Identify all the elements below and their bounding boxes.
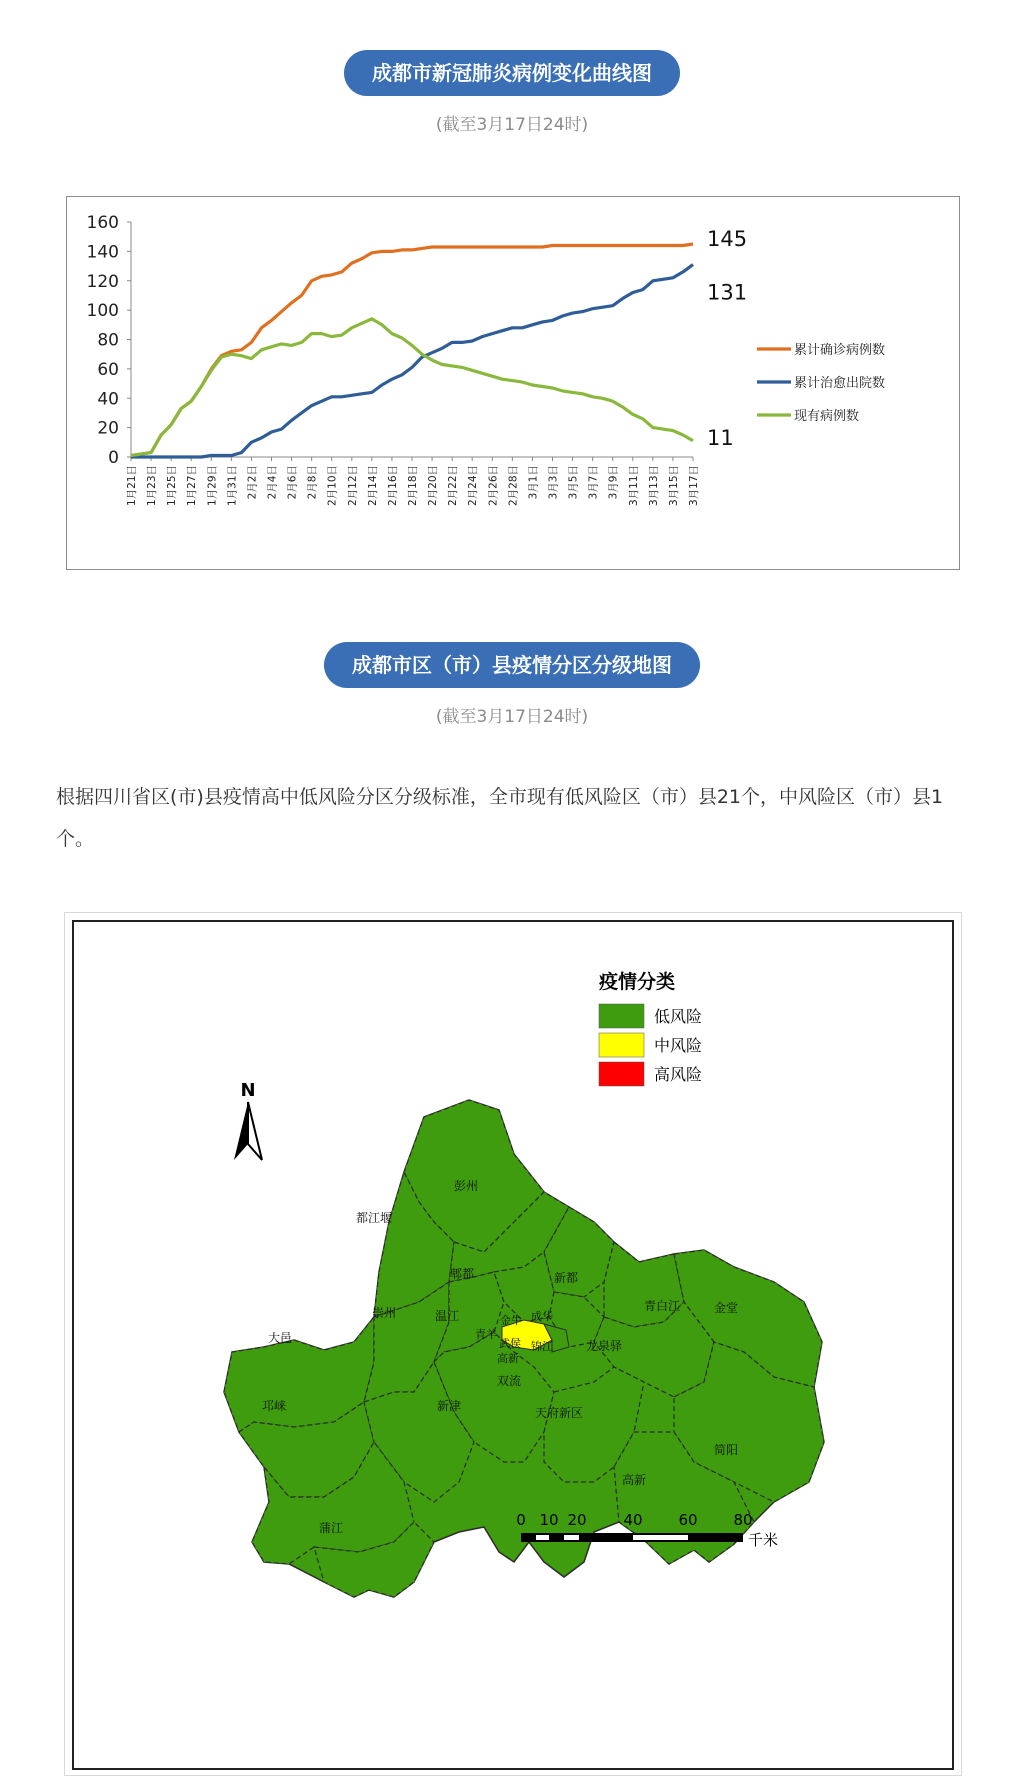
scale-label: 40 xyxy=(623,1511,643,1529)
x-tick-label: 3月1日 xyxy=(527,465,540,500)
y-tick-label: 60 xyxy=(97,359,119,380)
x-tick-label: 2月6日 xyxy=(286,465,299,500)
district-label: 青白江 xyxy=(643,1299,681,1313)
x-tick-label: 2月14日 xyxy=(366,465,379,507)
district-label: 大邑 xyxy=(267,1331,293,1345)
x-tick-label: 2月26日 xyxy=(487,465,500,507)
scale-label: 60 xyxy=(678,1511,698,1529)
map-subtitle: (截至3月17日24时) xyxy=(435,707,589,727)
y-tick-label: 140 xyxy=(86,242,119,263)
risk-description: 根据四川省区(市)县疫情高中低风险分区分级标准，全市现有低风险区（市）县21个，中风险区（市）县1个。 xyxy=(56,786,944,850)
x-tick-label: 1月27日 xyxy=(186,465,199,507)
x-tick-label: 2月2日 xyxy=(246,465,259,500)
legend-item-label: 中风险 xyxy=(654,1036,703,1055)
map-title-pill xyxy=(324,642,700,688)
map-legend-title: 疫情分类 xyxy=(599,971,676,993)
district-label: 都江堰 xyxy=(355,1211,393,1225)
x-tick-label: 1月31日 xyxy=(226,465,239,507)
end-value-label: 11 xyxy=(707,425,734,450)
x-tick-label: 3月17日 xyxy=(688,465,700,507)
scale-label: 10 xyxy=(539,1511,559,1529)
y-tick-label: 80 xyxy=(97,330,119,351)
y-tick-label: 120 xyxy=(86,271,119,292)
district-label: 蒲江 xyxy=(318,1521,344,1535)
series-line-2 xyxy=(131,319,693,456)
district-label: 龙泉驿 xyxy=(585,1339,623,1353)
scale-label: 80 xyxy=(733,1511,753,1529)
x-tick-label: 2月28日 xyxy=(507,465,520,507)
x-tick-label: 2月10日 xyxy=(326,465,339,507)
legend-item-label: 低风险 xyxy=(654,1007,703,1026)
district-label: 武侯 xyxy=(499,1337,521,1350)
district-label: 金牛 xyxy=(500,1314,522,1327)
scale-unit: 千米 xyxy=(748,1531,779,1549)
end-value-label: 131 xyxy=(707,280,748,305)
scale-label: 20 xyxy=(567,1511,587,1529)
x-tick-label: 3月7日 xyxy=(587,465,600,500)
chart-frame xyxy=(66,196,960,570)
x-tick-label: 3月5日 xyxy=(567,465,580,500)
north-label: N xyxy=(240,1080,256,1101)
district-label: 天府新区 xyxy=(534,1406,584,1420)
chart-title-pill xyxy=(344,50,680,96)
series-line-1 xyxy=(131,265,693,457)
district-label: 彭州 xyxy=(453,1179,479,1193)
series-line-0 xyxy=(131,244,693,456)
north-arrow-icon xyxy=(234,1080,262,1160)
district-label: 新津 xyxy=(436,1399,462,1413)
district-label: 双流 xyxy=(496,1374,522,1388)
district-label: 青羊 xyxy=(475,1328,497,1341)
scale-label: 0 xyxy=(516,1511,526,1529)
x-tick-label: 3月3日 xyxy=(547,465,560,500)
x-tick-label: 3月11日 xyxy=(627,465,640,507)
x-tick-label: 2月24日 xyxy=(467,465,480,507)
x-tick-label: 1月29日 xyxy=(206,465,219,507)
y-tick-label: 20 xyxy=(97,418,119,439)
district-label: 郫都 xyxy=(449,1267,475,1281)
legend-label: 累计治愈出院数 xyxy=(794,376,886,391)
legend-color-swatch xyxy=(599,1004,644,1028)
legend-item-label: 高风险 xyxy=(654,1065,703,1084)
legend-label: 现有病例数 xyxy=(794,409,860,424)
legend-label: 累计确诊病例数 xyxy=(794,343,886,358)
x-tick-label: 2月4日 xyxy=(266,465,279,500)
x-tick-label: 3月15日 xyxy=(667,465,680,507)
x-tick-label: 3月9日 xyxy=(607,465,620,500)
district-map xyxy=(74,922,952,1768)
x-tick-label: 2月12日 xyxy=(346,465,359,507)
y-tick-label: 40 xyxy=(97,389,119,410)
x-tick-label: 3月13日 xyxy=(647,465,660,507)
district-label: 金堂 xyxy=(713,1301,739,1315)
chart-title: 成都市新冠肺炎病例变化曲线图 xyxy=(372,61,652,85)
district-label: 成华 xyxy=(531,1310,553,1323)
x-tick-label: 1月23日 xyxy=(146,465,159,507)
district-label: 温江 xyxy=(434,1309,460,1323)
x-tick-label: 2月20日 xyxy=(427,465,440,507)
district-label: 崇州 xyxy=(371,1306,397,1320)
district-label: 邛崃 xyxy=(261,1399,287,1413)
x-tick-label: 2月8日 xyxy=(306,465,319,500)
x-tick-label: 1月21日 xyxy=(126,465,138,507)
chart-subtitle: (截至3月17日24时) xyxy=(435,115,589,135)
x-tick-label: 2月16日 xyxy=(386,465,399,507)
y-tick-label: 0 xyxy=(108,448,119,468)
y-tick-label: 160 xyxy=(86,213,119,233)
district-label: 锦江 xyxy=(531,1340,553,1353)
x-tick-label: 1月25日 xyxy=(166,465,179,507)
legend-color-swatch xyxy=(599,1033,644,1057)
district-label: 新都 xyxy=(553,1271,579,1285)
map-title: 成都市区（市）县疫情分区分级地图 xyxy=(352,653,672,677)
district-label: 简阳 xyxy=(713,1443,739,1457)
district-label: 高新 xyxy=(621,1473,647,1487)
y-tick-label: 100 xyxy=(86,301,119,322)
map-legend xyxy=(599,970,702,1086)
legend-color-swatch xyxy=(599,1062,644,1086)
end-value-label: 145 xyxy=(707,227,748,252)
district-label: 高新 xyxy=(497,1352,519,1365)
line-chart xyxy=(67,197,958,568)
map-frame xyxy=(72,920,954,1770)
x-tick-label: 2月22日 xyxy=(447,465,460,507)
x-tick-label: 2月18日 xyxy=(407,465,419,507)
